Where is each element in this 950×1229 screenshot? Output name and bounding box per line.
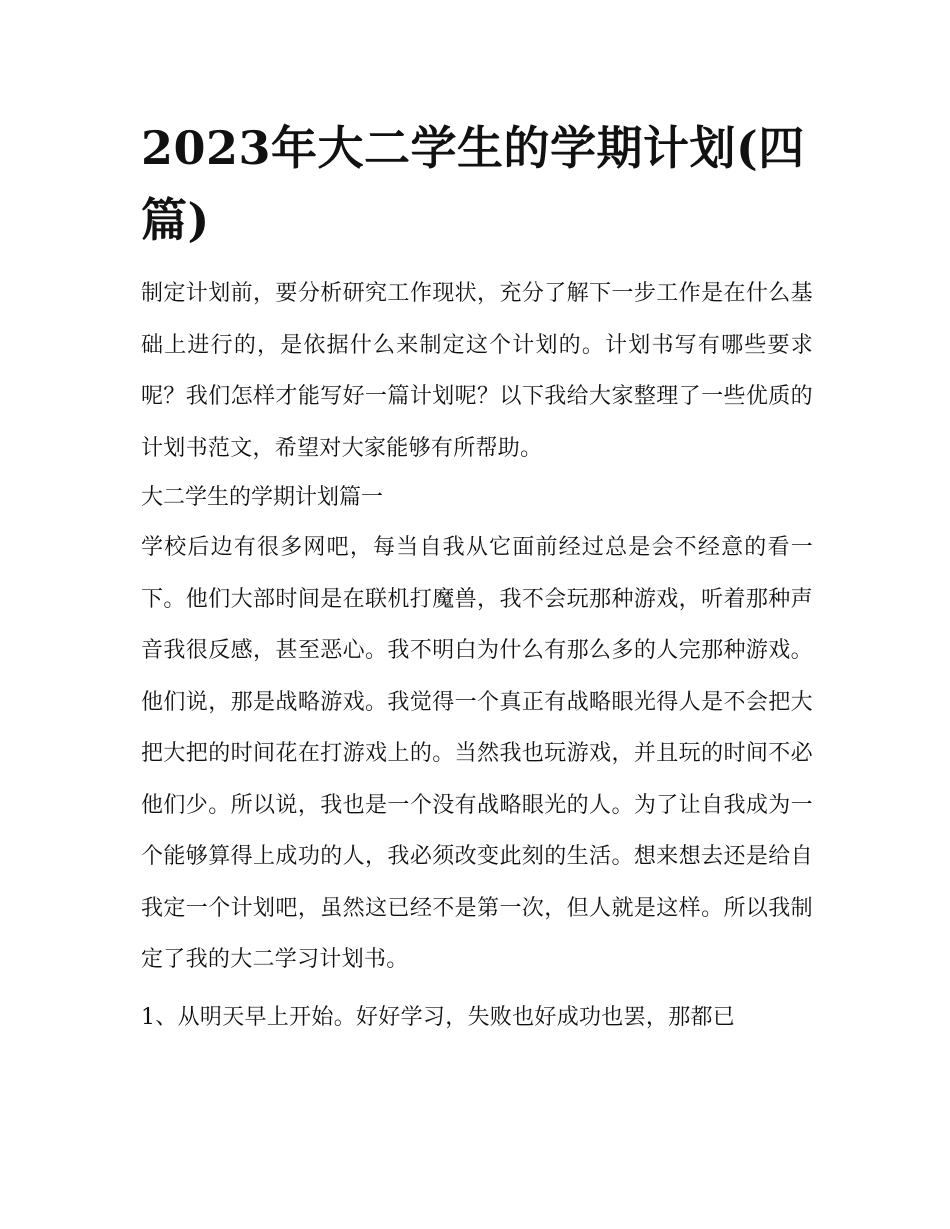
body-paragraph: 学校后边有很多网吧，每当自我从它面前经过总是会不经意的看一下。他们大部时间是在联机打魔兽，我不会玩那种游戏，听着那种声音我很反感，甚至恶心。我不明白为什么有那么多的人完那种游戏。他们说，那是战略游戏。我觉得一个真正有战略眼光得人是不会把大把大把的时间花在打游戏上的。当然我也玩游戏，并且玩的时间不必他们少。所以说，我也是一个没有战略眼光的人。为了让自我成为一个能够算得上成功的人，我必须改变此刻的生活。想来想去还是给自我定一个计划吧，虽然这已经不是第一次，但人就是这样。所以我制定了我的大二学习计划书。 (141, 535, 813, 972)
document-title: 2023年大二学生的学期计划(四篇) (141, 121, 805, 247)
document-page (141, 112, 813, 1043)
list-item: 1、从明天早上开始。好好学习，失败也好成功也罢，那都已 (141, 1004, 736, 1030)
intro-paragraph: 制定计划前，要分析研究工作现状，充分了解下一步工作是在什么基础上进行的，是依据什么来制定这个计划的。计划书写有哪些要求呢？我们怎样才能写好一篇计划呢？以下我给大家整理了一些优质的计划书范文，希望对大家能够有所帮助。 (141, 281, 813, 461)
section-heading: 大二学生的学期计划篇一 (141, 485, 384, 510)
